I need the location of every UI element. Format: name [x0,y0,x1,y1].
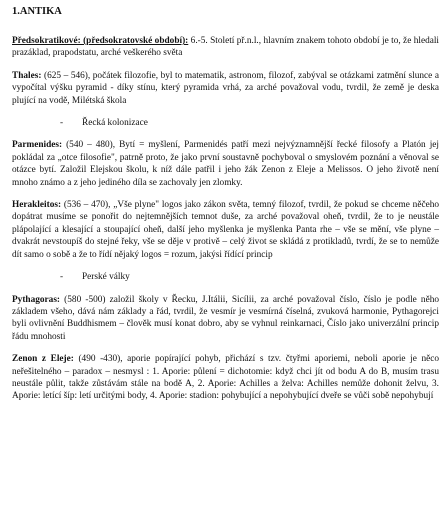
zenon-text: (490 -430), aporie popírající pohyb, přichází s tzv. čtyřmi aporiemi, neboli aporie je něco neřešitelného – paradox – nesmysl : 1. Aporie: půlení = dichotomie: když chci jít od bodu A do B, musím trasu neustále půlit, takže zůstávám stále na bodě A, 2. Aporie: Achilles a želva: Achilles nemůže dohonit želvu, 3. Aporie: letící šíp: letí určitými body, 4. Aporie: stadion: pohybující a nepohybující dveře se vůči sobě nepohybují [12,354,439,402]
pythagoras-text: (580 -500) založil školy v Řecku, J.Itálii, Sicílii, za arché považoval číslo, číslo je podle něho základem všeho, dává nám základy a řád, tvrdil, že vesmír je vesmírná číselná, zvuková harmonie, Pythagorejci byli ovlivnění Buddhismem – člověk musí konat dobro, aby se vyhnul reinkarnaci, Číslo jako univerzální princip řádu mnohosti [12,294,439,342]
parmenides-text: (540 – 480), Bytí = myšlení, Parmenidés patří mezi nejvýznamnější řecké filosofy a Platón jej pokládal za „otce filosofie", patrně proto, že jako první soustavně pochyboval o smyslovém poznání a věnoval se otázce bytí. Založil Elejskou školu, k níž dále patřil i jeho žák Zenon z Eleje a Melissos. O jeho životě není mnoho známo a z jeho jediného díla se zachovaly jen zlomky. [12,140,439,188]
bullet-item [12,117,439,129]
pythagoras-name: Pythagoras: [12,294,61,305]
bullet-text: Řecká kolonizace [82,118,148,129]
zenon-name: Zenon z Eleje: [12,354,74,365]
herakleitos-text: (536 – 470), „Vše plyne" logos jako zákon světa, temný filozof, tvrdil, že pokud se chceme něčeho dopátrat musíme se ponořit do nejtemnějších temnot duše, za arché považoval oheň, tvrdil, že to je neustále plápolající a klesající a stoupající oheň, další jeho myšlenka je myšlenka Panta rhe – vše se mění, vše plyne – dvakrát nevstoupíš do stejné řeky, vše se děje v protivě – celý život se skládá z protikladů, tvrdí, že se to nemůže dít samo o sobě a že to řídí nějaký logos = rozum, jakýsi řídící princip [12,200,439,260]
intro-text: 6.-5. Století př.n.l., hlavním znakem tohoto období je to, že hledali prazáklad, prapodstatu, arché veškerého světa [12,36,440,59]
bullet-item [12,271,439,283]
intro-paragraph [12,35,439,60]
thales-text: (625 – 546), počátek filozofie, byl to matematik, astronom, filozof, zabýval se otázkami zatmění slunce a vypočítal výšku pyramid - díky stínu, který pyramida vrhá, za arché považoval vodu, tvrdil, že země je deska plující na vodě, Milétská škola [12,70,439,106]
dash-bullet-icon: - [60,118,64,129]
zenon-paragraph [12,353,439,403]
parmenides-paragraph [12,139,439,189]
document-heading: 1.ANTIKA [12,6,62,17]
bullet-text: Perské války [82,272,130,283]
dash-bullet-icon: - [60,272,64,283]
thales-name: Thales: [12,70,42,81]
herakleitos-paragraph [12,199,439,261]
herakleitos-name: Herakleitos: [12,200,62,211]
parmenides-name: Parmenides: [12,140,63,151]
intro-label: Předsokratikové: (předsokratovské období): [12,36,189,46]
pythagoras-paragraph [12,294,439,344]
thales-paragraph [12,70,439,107]
